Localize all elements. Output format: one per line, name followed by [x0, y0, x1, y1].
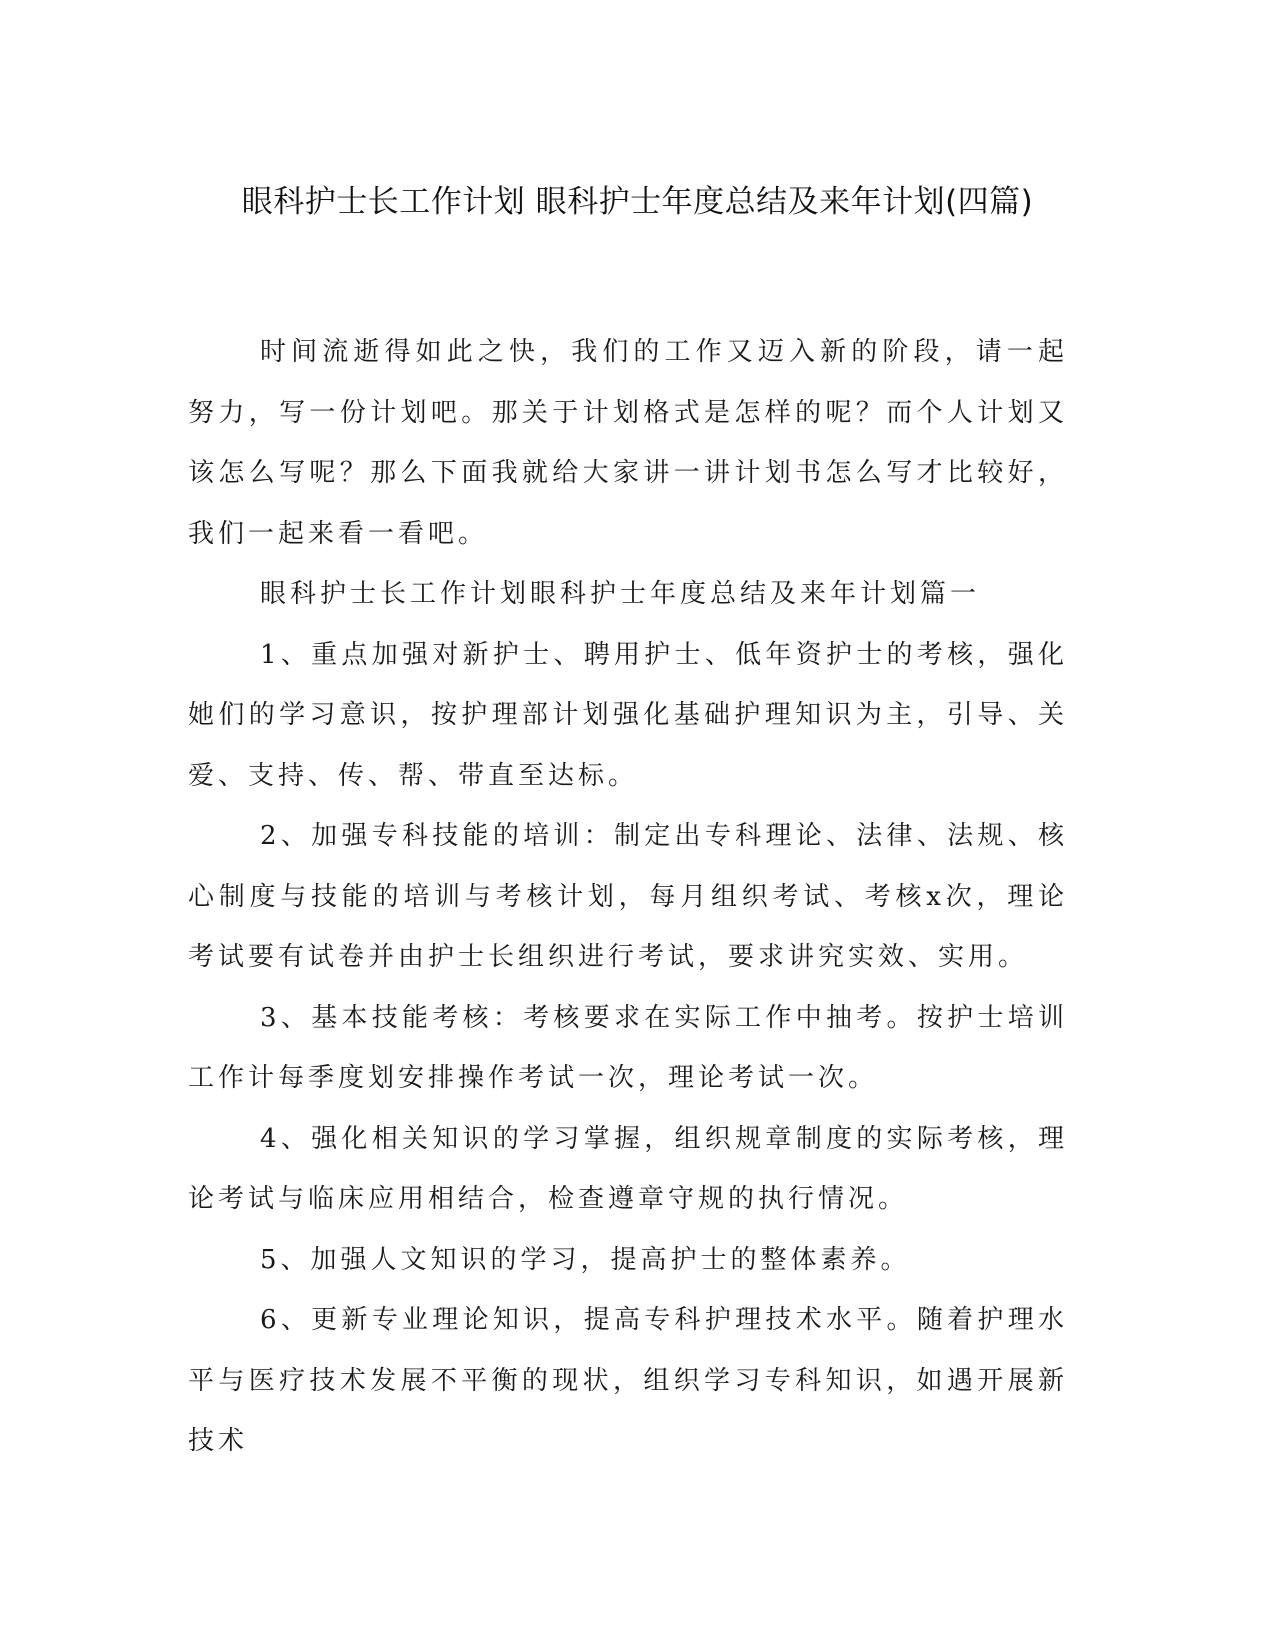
item-paragraph: 5、加强人文知识的学习，提高护士的整体素养。: [260, 1244, 911, 1275]
item-paragraph: 1、重点加强对新护士、聘用护士、低年资护士的考核，强化她们的学习意识，按护理部计划强化基础护理知识为主，引导、关爱、支持、传、帮、带直至达标。: [188, 639, 1068, 791]
document-body: [188, 322, 1068, 1472]
item-paragraph: 4、强化相关知识的学习掌握，组织规章制度的实际考核，理论考试与临床应用相结合，检查遵章守规的执行情况。: [188, 1123, 1068, 1214]
section-heading: 眼科护士长工作计划眼科护士年度总结及来年计划篇一: [260, 579, 981, 609]
item-paragraph: 3、基本技能考核：考核要求在实际工作中抽考。按护士培训工作计每季度划安排操作考试一次，理论考试一次。: [188, 1002, 1068, 1093]
intro-paragraph: 时间流逝得如此之快，我们的工作又迈入新的阶段，请一起努力，写一份计划吧。那关于计划格式是怎样的呢？而个人计划又该怎么写呢？那么下面我就给大家讲一讲计划书怎么写才比较好，我们一起来看一看吧。: [188, 337, 1068, 549]
item-paragraph: 2、加强专科技能的培训：制定出专科理论、法律、法规、核心制度与技能的培训与考核计划，每月组织考试、考核x次，理论考试要有试卷并由护士长组织进行考试，要求讲究实效、实用。: [188, 821, 1068, 972]
item-paragraph: 6、更新专业理论知识，提高专科护理技术水平。随着护理水平与医疗技术发展不平衡的现状，组织学习专科知识，如遇开展新技术: [188, 1305, 1068, 1456]
document-title: 眼科护士长工作计划 眼科护士年度总结及来年计划(四篇): [241, 184, 1034, 220]
